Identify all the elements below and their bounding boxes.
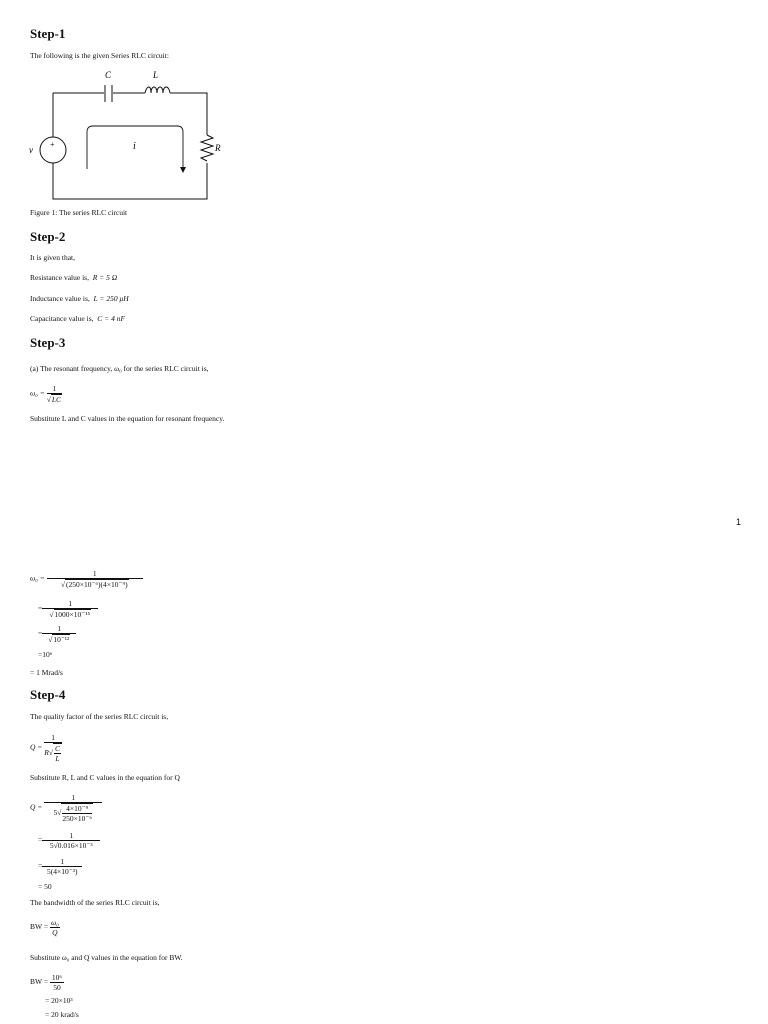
step-3-intro: (a) The resonant frequency, ω₀ for the series RLC circuit is,	[30, 364, 209, 373]
step-2-heading: Step-2	[30, 229, 66, 244]
label-c: C	[105, 70, 112, 80]
label-r: R	[215, 143, 221, 153]
step-1-heading: Step-1	[30, 26, 66, 41]
bw-calc-line-1: BW = $\frac{\text{10⁶}}{50}$	[30, 973, 62, 992]
rlc-circuit-diagram	[25, 66, 235, 206]
label-v: v	[29, 145, 33, 155]
omega-calc-result: = 1 Mrad/s	[30, 668, 63, 677]
substitute-bw-text: Substitute ω₀ and Q values in the equation for BW.	[30, 953, 183, 962]
substitute-q-text: Substitute R, L and C values in the equation for Q	[30, 773, 180, 782]
omega-calc-line-2: = $\frac{1}{\text{√1000×10⁻¹⁵}}$	[38, 599, 98, 619]
omega-calc-line-4: =10⁶	[38, 650, 53, 659]
bandwidth-intro: The bandwidth of the series RLC circuit is,	[30, 898, 160, 907]
step-3-substitute-text: Substitute L and C values in the equation for resonant frequency.	[30, 414, 225, 423]
step-1-intro: The following is the given Series RLC circuit:	[30, 51, 169, 60]
inductance-row: Inductance value is, L = 250 μH	[30, 294, 129, 303]
capacitance-row: Capacitance value is, C = 4 nF	[30, 314, 126, 323]
bw-calc-line-2: = 20×10³	[45, 996, 73, 1005]
bandwidth-formula: BW = $\frac{\text{ω₀}}{Q}$	[30, 918, 59, 937]
resistor-symbol	[201, 135, 213, 161]
omega-calc-line-3: = $\frac{1}{\text{√10⁻¹²}}$	[38, 624, 76, 644]
capacitance-value: C = 4 nF	[97, 314, 126, 323]
bw-calc-result: = 20 krad/s	[45, 1010, 79, 1019]
q-calc-line-3: = $\frac{1}{\text{5(4×10⁻³)}}$	[38, 857, 82, 876]
q-calc-line-2: = $\frac{1}{\text{5√0.016×10⁻³}}$	[38, 831, 100, 850]
inductor-symbol	[145, 87, 170, 93]
step-3-heading: Step-3	[30, 335, 66, 350]
label-i: i	[133, 141, 136, 152]
given-text: It is given that,	[30, 253, 75, 262]
q-calc-result: = 50	[38, 882, 52, 891]
inductance-value: L = 250 μH	[93, 294, 129, 303]
quality-factor-formula: Q = 1 R√ $\frac{C}{L}$	[30, 733, 60, 763]
resistance-row: Resistance value is, R = 5 Ω	[30, 273, 118, 282]
label-l: L	[153, 70, 159, 80]
omega-calc-line-1: ω₀ = $\frac{1}{\text{√(250×10⁻⁶)(4×10⁻⁹)}}$	[30, 569, 143, 589]
step-4-intro: The quality factor of the series RLC circuit is,	[30, 712, 169, 721]
resistance-value: R = 5 Ω	[92, 273, 118, 282]
label-plus: +	[50, 140, 55, 149]
figure-caption: Figure 1: The series RLC circuit	[30, 208, 128, 217]
page-number: 1	[736, 517, 742, 527]
step-4-heading: Step-4	[30, 687, 66, 702]
resonant-frequency-formula: ω₀ = $\frac{1}{√LC}$	[30, 384, 62, 404]
q-calc-line-1: Q = 1 5√ $\frac{\text{4×10⁻⁹}}{\text{250×10⁻⁶}}$	[30, 793, 102, 823]
